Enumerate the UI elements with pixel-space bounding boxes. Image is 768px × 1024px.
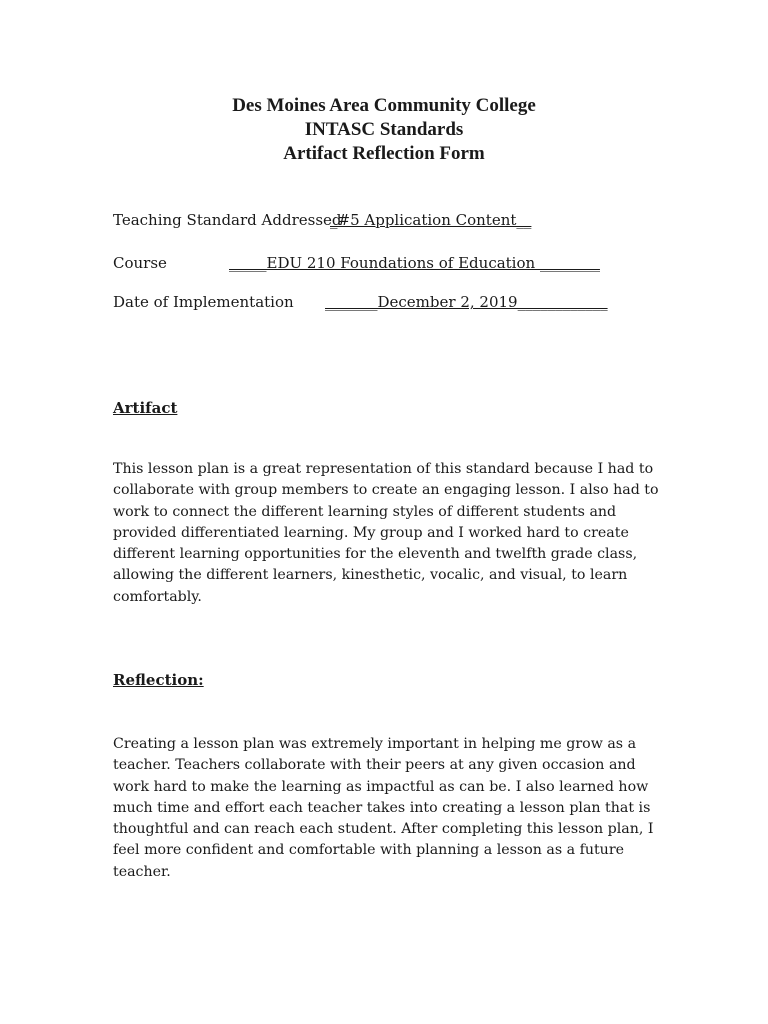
document-header [0, 94, 768, 166]
artifact-line: allowing the different learners, kinesthetic, vocalic, and visual, to learn [113, 567, 628, 584]
artifact-line: This lesson plan is a great representation of this standard because I had to [113, 461, 654, 477]
date-label: Date of Implementation [113, 293, 294, 311]
reflection-line: work hard to make the learning as impactful as can be. I also learned how [113, 778, 649, 795]
course-value: _____EDU 210 Foundations of Education ________ [229, 254, 600, 272]
reflection-line: Creating a lesson plan was extremely important in helping me grow as a [113, 736, 637, 752]
date-field [113, 292, 608, 312]
standard-value: _#5 Application Content__ [330, 211, 532, 229]
course-field [113, 253, 600, 273]
artifact-line: provided differentiated learning. My group and I worked hard to create [113, 524, 629, 541]
reflection-paragraph [113, 734, 673, 883]
college-name: Des Moines Area Community College [232, 95, 536, 116]
date-value: _______December 2, 2019____________ [325, 293, 608, 311]
reflection-line: teacher. [113, 863, 171, 880]
form-title: Artifact Reflection Form [283, 143, 485, 164]
artifact-heading: Artifact [113, 399, 178, 417]
reflection-line: teacher. Teachers collaborate with their peers at any given occasion and [113, 757, 636, 774]
standard-label: Teaching Standard Addressed [113, 211, 342, 229]
artifact-paragraph [113, 459, 673, 608]
artifact-line: different learning opportunities for the eleventh and twelfth grade class, [113, 546, 638, 563]
artifact-line: work to connect the different learning styles of different students and [113, 503, 617, 520]
artifact-line: comfortably. [113, 588, 202, 605]
reflection-line: feel more confident and comfortable with planning a lesson as a future [113, 842, 624, 859]
standard-field [113, 210, 532, 230]
reflection-heading: Reflection: [113, 671, 204, 689]
reflection-line: much time and effort each teacher takes into creating a lesson plan that is [113, 799, 651, 816]
reflection-line: thoughtful and can reach each student. After completing this lesson plan, I [113, 821, 654, 838]
course-label: Course [113, 254, 167, 272]
standards-title: INTASC Standards [304, 119, 464, 140]
artifact-line: collaborate with group members to create an engaging lesson. I also had to [113, 482, 659, 499]
